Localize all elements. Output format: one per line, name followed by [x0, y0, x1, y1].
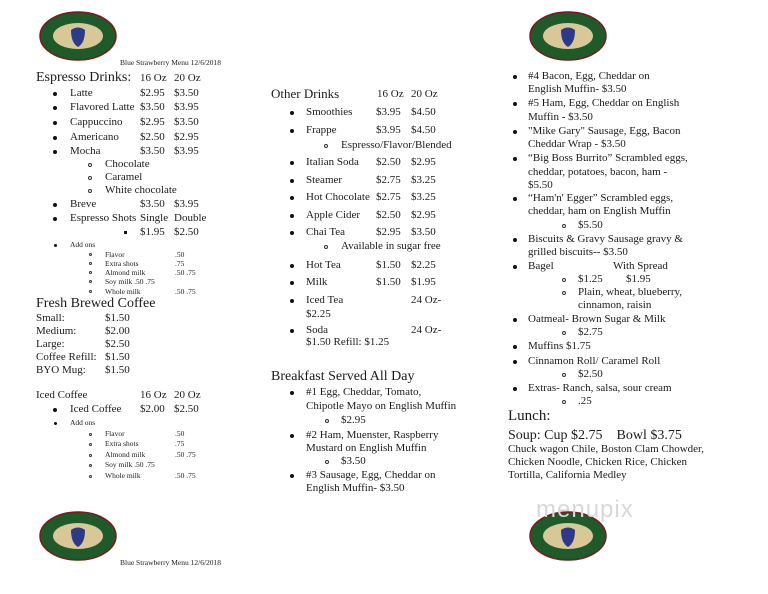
bullet — [290, 264, 294, 268]
col-header: 16 Oz — [377, 88, 404, 100]
item-price: $1.95 — [140, 226, 165, 238]
logo — [39, 11, 117, 61]
item-price: $3.50 — [341, 455, 366, 467]
item-price: $5.50 — [578, 219, 603, 231]
item-name: Cinnamon Roll/ Caramel Roll — [528, 355, 661, 367]
item-line: grilled biscuits-- $3.50 — [528, 246, 628, 258]
item-price: $2.95 — [411, 209, 436, 221]
item-price: $2.50 — [376, 156, 401, 168]
item-name: Soda — [306, 324, 328, 336]
item-name: Apple Cider — [306, 209, 361, 221]
item-line: #3 Sausage, Egg, Cheddar on — [306, 469, 436, 481]
logo — [39, 511, 117, 561]
soup-line: Chicken Noodle, Chicken Rice, Chicken — [508, 456, 688, 468]
item-line: #1 Egg, Cheddar, Tomato, — [306, 386, 422, 398]
circle-bullet — [88, 176, 92, 180]
addon-name: Flavor — [105, 429, 125, 438]
size-label: BYO Mug: — [36, 364, 86, 376]
item-name: Iced Tea — [306, 294, 344, 306]
item-line: cheddar, potatoes, bacon, ham - — [528, 166, 668, 178]
bullet — [53, 121, 57, 125]
section-title: Lunch: — [508, 408, 551, 424]
item-name: Smoothies — [306, 106, 353, 118]
bullet — [513, 345, 517, 349]
item-price: $1.95 — [626, 273, 651, 285]
bullet — [513, 318, 517, 322]
item-line: Chipotle Mayo on English Muffin — [306, 400, 457, 412]
item-line: “Ham'n' Egger” Scrambled eggs, — [528, 192, 674, 204]
item-name: Italian Soda — [306, 156, 359, 168]
item-price: $3.25 — [411, 191, 436, 203]
addon-price: .50 — [175, 429, 185, 438]
bullet — [290, 474, 294, 478]
col-header: 16 Oz — [140, 389, 167, 401]
col-header: 20 Oz — [174, 389, 201, 401]
item-price: $2.95 — [376, 226, 401, 238]
item-price: $3.95 — [376, 124, 401, 136]
item-line: #5 Ham, Egg, Cheddar on English — [528, 97, 680, 109]
item-line: #2 Ham, Muenster, Raspberry — [306, 429, 439, 441]
item-price: $2.75 — [578, 326, 603, 338]
item-name: Breve — [70, 198, 97, 210]
addons-label: Add ons — [70, 240, 96, 249]
addon-name: Almond milk — [105, 268, 146, 277]
item-price: $2.95 — [411, 156, 436, 168]
bullet — [53, 408, 57, 412]
soup-line: Chuck wagon Chile, Boston Clam Chowder, — [508, 443, 705, 455]
circle-bullet — [88, 163, 92, 167]
col-header: Double — [174, 212, 207, 224]
item-line: Plain, wheat, blueberry, — [578, 286, 683, 298]
item-price: $2.25 — [411, 259, 436, 271]
bullet — [513, 265, 517, 269]
bullet — [513, 197, 517, 201]
bullet — [290, 214, 294, 218]
bullet — [513, 238, 517, 242]
bullet — [290, 196, 294, 200]
addons-label: Add ons — [70, 418, 96, 427]
circle-bullet — [88, 189, 92, 193]
option: Chocolate — [105, 158, 150, 170]
item-line: Biscuits & Gravy Sausage gravy & — [528, 233, 683, 245]
item-price: $2.50 — [578, 368, 603, 380]
section-title: Breakfast Served All Day — [271, 369, 415, 384]
bullet — [513, 360, 517, 364]
addon-name: Soy milk .50 .75 — [105, 277, 155, 286]
bullet — [513, 75, 517, 79]
watermark: menupix — [536, 496, 634, 523]
addon-name: Soy milk .50 .75 — [105, 460, 155, 469]
circle-bullet — [89, 280, 92, 283]
circle-bullet — [562, 400, 566, 404]
item-name: Milk — [306, 276, 328, 288]
section-title: Iced Coffee — [36, 389, 88, 401]
size-price: $1.50 — [105, 312, 130, 324]
note: Available in sugar free — [341, 240, 441, 252]
circle-bullet — [89, 464, 92, 467]
item-name: Steamer — [306, 174, 343, 186]
addon-price: .75 — [175, 439, 185, 448]
circle-bullet — [562, 278, 566, 282]
circle-bullet — [324, 245, 328, 249]
bullet — [290, 231, 294, 235]
addon-name: Extra shots — [105, 259, 139, 268]
item-line: cinnamon, raisin — [578, 299, 652, 311]
item-line: Cheddar Wrap - $3.50 — [528, 138, 626, 150]
item-price: $2.50 — [376, 209, 401, 221]
addon-name: Flavor — [105, 250, 125, 259]
circle-bullet — [325, 460, 329, 464]
item-price: $3.95 — [174, 145, 199, 157]
size-price: $2.00 — [105, 325, 130, 337]
bullet — [290, 281, 294, 285]
addon-price: .50 .75 — [175, 287, 196, 296]
item-price: $2.50 — [140, 131, 165, 143]
addon-price: .50 — [175, 250, 185, 259]
addon-name: Extra shots — [105, 439, 139, 448]
item-price: $3.95 — [174, 101, 199, 113]
item-price: $1.95 — [411, 276, 436, 288]
circle-bullet — [89, 454, 92, 457]
item-name: Iced Coffee — [70, 403, 122, 415]
item-name: Muffins $1.75 — [528, 340, 591, 352]
section-title: Other Drinks — [271, 86, 340, 101]
size-label: Large: — [36, 338, 65, 350]
menu-caption: Blue Strawberry Menu 12/6/2018 — [120, 558, 222, 567]
item-line: $5.50 — [528, 179, 553, 191]
menu-caption: Blue Strawberry Menu 12/6/2018 — [120, 58, 222, 67]
bullet — [53, 106, 57, 110]
item-line: English Muffin- $3.50 — [528, 83, 627, 95]
item-price: $2.50 — [174, 226, 199, 238]
item-price: $1.25 — [578, 273, 603, 285]
logo — [529, 11, 607, 61]
item-price: $3.95 — [174, 198, 199, 210]
item-price: $2.75 — [376, 174, 401, 186]
item-line: English Muffin- $3.50 — [306, 482, 405, 494]
bullet — [513, 130, 517, 134]
circle-bullet — [562, 373, 566, 377]
addon-price: .75 — [175, 259, 185, 268]
size-label: Coffee Refill: — [36, 351, 97, 363]
square-bullet — [124, 231, 127, 234]
item-size: 24 Oz- — [411, 324, 442, 336]
item-name: Mocha — [70, 145, 101, 157]
item-price: .25 — [578, 395, 592, 407]
circle-bullet — [89, 271, 92, 274]
item-price: $1.50 — [376, 259, 401, 271]
item-price: $2.25 — [306, 308, 331, 320]
item-line: cheddar, ham on English Muffin — [528, 205, 671, 217]
bullet — [290, 179, 294, 183]
bullet — [290, 391, 294, 395]
item-name: Flavored Latte — [70, 101, 135, 113]
circle-bullet — [562, 291, 566, 295]
item-line: “Big Boss Burrito” Scrambled eggs, — [528, 152, 688, 164]
bullet — [54, 244, 57, 247]
item-name: Cappuccino — [70, 116, 123, 128]
col-header: With Spread — [613, 260, 668, 272]
bullet — [513, 157, 517, 161]
item-price: $2.00 — [140, 403, 165, 415]
bullet — [513, 102, 517, 106]
bullet — [53, 217, 57, 221]
item-price: $2.95 — [140, 87, 165, 99]
soup-prices: Soup: Cup $2.75 Bowl $3.75 — [508, 428, 682, 443]
section-title: Espresso Drinks: — [36, 70, 132, 85]
circle-bullet — [89, 253, 92, 256]
item-line: #4 Bacon, Egg, Cheddar on — [528, 70, 650, 82]
size-price: $2.50 — [105, 338, 130, 350]
item-name: Americano — [70, 131, 119, 143]
item-size: 24 Oz- — [411, 294, 442, 306]
item-price: $2.75 — [376, 191, 401, 203]
item-line: Mustard on English Muffin — [306, 442, 427, 454]
item-price: $2.95 — [174, 131, 199, 143]
bullet — [290, 161, 294, 165]
bullet — [290, 111, 294, 115]
bullet — [53, 92, 57, 96]
item-price: $1.50 — [376, 276, 401, 288]
item-price: $2.50 — [174, 403, 199, 415]
item-price: $3.95 — [376, 106, 401, 118]
bullet — [290, 299, 294, 303]
item-name: Frappe — [306, 124, 337, 136]
note: Espresso/Flavor/Blended — [341, 139, 452, 151]
col-header: Single — [140, 212, 169, 224]
soup-line: Tortilla, California Medley — [508, 469, 627, 481]
circle-bullet — [325, 419, 329, 423]
circle-bullet — [89, 290, 92, 293]
item-price: $3.50 — [140, 198, 165, 210]
circle-bullet — [89, 443, 92, 446]
bullet — [53, 203, 57, 207]
addon-name: Whole milk — [105, 287, 141, 296]
addon-price: .50 .75 — [175, 268, 196, 277]
item-line: Muffin - $3.50 — [528, 111, 593, 123]
bullet — [53, 150, 57, 154]
option: Caramel — [105, 171, 143, 183]
bullet — [54, 422, 57, 425]
size-label: Small: — [36, 312, 65, 324]
addon-name: Whole milk — [105, 471, 141, 480]
item-price: $3.50 — [174, 87, 199, 99]
item-price: $3.50 — [174, 116, 199, 128]
item-price: $3.50 — [140, 101, 165, 113]
item-price: $1.50 Refill: $1.25 — [306, 336, 390, 348]
item-name: Bagel — [528, 260, 554, 272]
circle-bullet — [89, 262, 92, 265]
circle-bullet — [562, 331, 566, 335]
circle-bullet — [89, 433, 92, 436]
item-price: $2.95 — [341, 414, 366, 426]
item-price: $4.50 — [411, 124, 436, 136]
item-price: $3.50 — [411, 226, 436, 238]
item-name: Hot Tea — [306, 259, 341, 271]
item-price: $2.95 — [140, 116, 165, 128]
item-name: Hot Chocolate — [306, 191, 370, 203]
item-name: Extras- Ranch, salsa, sour cream — [528, 382, 672, 394]
item-line: "Mike Gary" Sausage, Egg, Bacon — [528, 125, 681, 137]
item-price: $3.50 — [140, 145, 165, 157]
bullet — [290, 329, 294, 333]
circle-bullet — [562, 224, 566, 228]
item-name: Latte — [70, 87, 93, 99]
size-label: Medium: — [36, 325, 77, 337]
circle-bullet — [89, 475, 92, 478]
col-header: 16 Oz — [140, 72, 167, 84]
bullet — [53, 136, 57, 140]
section-title: Fresh Brewed Coffee — [36, 296, 156, 311]
col-header: 20 Oz — [174, 72, 201, 84]
item-name: Espresso Shots — [70, 212, 137, 224]
item-name: Oatmeal- Brown Sugar & Milk — [528, 313, 666, 325]
addon-price: .50 .75 — [175, 471, 196, 480]
addon-name: Almond milk — [105, 450, 146, 459]
option: White chocolate — [105, 184, 177, 196]
item-price: $4.50 — [411, 106, 436, 118]
addon-price: .50 .75 — [175, 450, 196, 459]
circle-bullet — [324, 144, 328, 148]
size-price: $1.50 — [105, 351, 130, 363]
bullet — [290, 434, 294, 438]
col-header: 20 Oz — [411, 88, 438, 100]
bullet — [513, 387, 517, 391]
size-price: $1.50 — [105, 364, 130, 376]
item-name: Chai Tea — [306, 226, 346, 238]
item-price: $3.25 — [411, 174, 436, 186]
bullet — [290, 129, 294, 133]
